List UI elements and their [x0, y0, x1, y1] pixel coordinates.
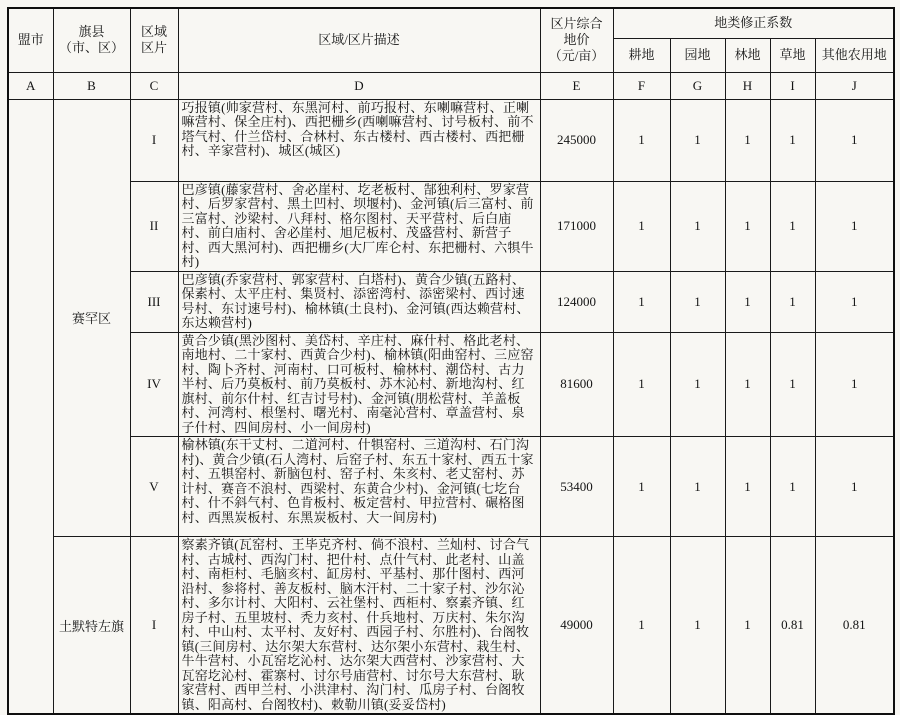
coeff-garden: 1: [670, 181, 725, 271]
column-letter-c: C: [130, 72, 178, 99]
land-price-table: [7, 7, 895, 715]
col-header-zone: [130, 8, 178, 72]
zone-label: IV: [130, 332, 178, 437]
column-letter-h: H: [725, 72, 770, 99]
table-row: [8, 332, 894, 437]
col-header-banner-county-line1: 旗县: [78, 24, 105, 39]
coeff-forest: 1: [725, 181, 770, 271]
coeff-other: 1: [815, 332, 894, 437]
col-header-forest-land: 林地: [725, 38, 770, 72]
zone-label: III: [130, 271, 178, 332]
col-header-grassland: 草地: [770, 38, 815, 72]
table-row: [8, 437, 894, 537]
col-header-league-city: 盟市: [8, 8, 53, 72]
col-header-banner-county-line2: （市、区）: [58, 40, 124, 56]
col-header-composite-price-line1: 区片综合: [550, 15, 603, 31]
col-header-zone-line1: 区域: [140, 24, 167, 39]
zone-description: 察素齐镇(瓦窑村、王毕克齐村、倘不浪村、兰灿村、讨合气村、古城村、西沟门村、把什村、点什气村、此老村、山盖村、南柜村、毛脑亥村、缸房村、平基村、那什图村、西河沿村、参将村、善友板村、脑木汗村、二十家子村、沙尔沁村、多尔计村、大阳村、云社堡村、西柜村、察素齐镇、红房子村、五里坡村、秃力亥村、什兵地村、万庆村、朱尔沟村、中山村、太平村、友好村、西园子村、尔胜村)、台阁牧镇(三间房村、达尔架大东营村、达尔架小东营村、栽生村、牛牛营村、小瓦窑圪沁村、达尔架大西营村、沙家营村、大瓦窑圪沁村、霍寨村、讨尔号庙营村、讨尔号大东营村、耿家营村、西甲兰村、小洪津村、沟门村、瓜房子村、台阁牧镇、阳高村、台阁牧村)、敕勒川镇(妥妥岱村): [178, 537, 540, 715]
zone-price: 124000: [540, 271, 613, 332]
zone-description: 榆林镇(东干丈村、二道河村、什犋窑村、三道沟村、石门沟村)、黄合少镇(石人湾村、后窑子村、东五十家村、西五十家村、五犋窑村、新脑包村、窑子村、朱亥村、老丈窑村、苏计村、赛音不浪村、西梁村、东黄合少村)、金河镇(七圪台村、什不斜气村、色肯板村、板定营村、甲拉营村、碾格图村、西黑炭板村、东黑炭板村、大一间房村): [178, 437, 540, 537]
zone-price: 49000: [540, 537, 613, 715]
coeff-other: 0.81: [815, 537, 894, 715]
coeff-other: 1: [815, 437, 894, 537]
coeff-cultivated: 1: [613, 181, 670, 271]
table-row: [8, 99, 894, 181]
table-row: [8, 181, 894, 271]
zone-label: II: [130, 181, 178, 271]
league-city-cell: [8, 99, 53, 714]
coeff-forest: 1: [725, 437, 770, 537]
coeff-grass: 1: [770, 181, 815, 271]
col-header-banner-county: [53, 8, 130, 72]
col-header-zone-description: 区域/区片描述: [178, 8, 540, 72]
coeff-grass: 1: [770, 271, 815, 332]
coeff-grass: 1: [770, 437, 815, 537]
table-row: [8, 271, 894, 332]
column-letter-i: I: [770, 72, 815, 99]
column-letter-b: B: [53, 72, 130, 99]
col-header-other-agricultural-land: 其他农用地: [815, 38, 894, 72]
coeff-cultivated: 1: [613, 537, 670, 715]
col-header-cultivated-land: 耕地: [613, 38, 670, 72]
coeff-cultivated: 1: [613, 271, 670, 332]
col-header-garden-land: 园地: [670, 38, 725, 72]
column-letter-f: F: [613, 72, 670, 99]
coeff-other: 1: [815, 271, 894, 332]
zone-price: 245000: [540, 99, 613, 181]
coeff-garden: 1: [670, 537, 725, 715]
coeff-grass: 0.81: [770, 537, 815, 715]
zone-description: 黄合少镇(黑沙图村、美岱村、辛庄村、麻什村、格此老村、南地村、二十家村、西黄合少村)、榆林镇(阳曲窑村、三应窑村、陶卜齐村、河南村、口可板村、榆林村、潮岱村、古力半村、后乃莫板村、前乃莫板村、苏木沁村、新地沟村、红旗村、前尔什村、红吉讨号村)、金河镇(朋松营村、羊盖板村、河湾村、根堡村、曙光村、南毫沁营村、章盖营村、泉子什村、四间房村、小一间房村): [178, 332, 540, 437]
zone-price: 53400: [540, 437, 613, 537]
zone-label: I: [130, 99, 178, 181]
zone-label: I: [130, 537, 178, 715]
coeff-grass: 1: [770, 332, 815, 437]
column-letter-d: D: [178, 72, 540, 99]
coeff-cultivated: 1: [613, 332, 670, 437]
coeff-cultivated: 1: [613, 437, 670, 537]
coeff-garden: 1: [670, 332, 725, 437]
coeff-forest: 1: [725, 271, 770, 332]
coeff-grass: 1: [770, 99, 815, 181]
coeff-forest: 1: [725, 99, 770, 181]
zone-description: 巧报镇(帅家营村、东黑河村、前巧报村、东喇嘛营村、正喇嘛营村、保全庄村)、西把栅乡(西喇嘛营村、讨号板村、前不塔气村、什兰岱村、合林村、东古楼村、西古楼村、西把栅村、辛家营村)、城区(城区): [178, 99, 540, 181]
coeff-garden: 1: [670, 99, 725, 181]
zone-label: V: [130, 437, 178, 537]
zone-price: 171000: [540, 181, 613, 271]
coeff-other: 1: [815, 181, 894, 271]
coeff-forest: 1: [725, 332, 770, 437]
column-letter-j: J: [815, 72, 894, 99]
coeff-garden: 1: [670, 271, 725, 332]
col-group-header-correction-coefficients: 地类修正系数: [613, 8, 894, 38]
column-letter-row: [8, 72, 894, 99]
column-letter-a: A: [8, 72, 53, 99]
column-letter-g: G: [670, 72, 725, 99]
coeff-forest: 1: [725, 537, 770, 715]
coeff-other: 1: [815, 99, 894, 181]
col-header-zone-line2: 区片: [140, 40, 167, 56]
coeff-garden: 1: [670, 437, 725, 537]
county-tumd-left-banner: 土默特左旗: [53, 537, 130, 715]
county-saihan: 赛罕区: [53, 99, 130, 537]
zone-description: 巴彦镇(乔家营村、郭家营村、白塔村)、黄合少镇(五路村、保素村、太平庄村、集贤村、添密湾村、添密梁村、西讨速号村、东讨速号村)、榆林镇(土良村)、金河镇(西达赖营村、东达赖营村): [178, 271, 540, 332]
column-letter-e: E: [540, 72, 613, 99]
col-header-composite-price-line3: （元/亩）: [548, 48, 605, 64]
zone-price: 81600: [540, 332, 613, 437]
zone-description: 巴彦镇(藤家营村、舍必崖村、圪老板村、郜独利村、罗家营村、后罗家营村、黑土凹村、坝堰村)、金河镇(后三富村、前三富村、沙梁村、八拜村、格尔图村、天平营村、后白庙村、前白庙村、舍必崖村、旭尼板村、茂盛营村、新营子村、西大黑河村)、西把栅乡(大厂库仑村、东把栅村、六犋牛村): [178, 181, 540, 271]
coeff-cultivated: 1: [613, 99, 670, 181]
table-row: [8, 537, 894, 715]
col-header-composite-price-line2: 地价: [563, 32, 590, 48]
col-header-composite-price: [540, 8, 613, 72]
